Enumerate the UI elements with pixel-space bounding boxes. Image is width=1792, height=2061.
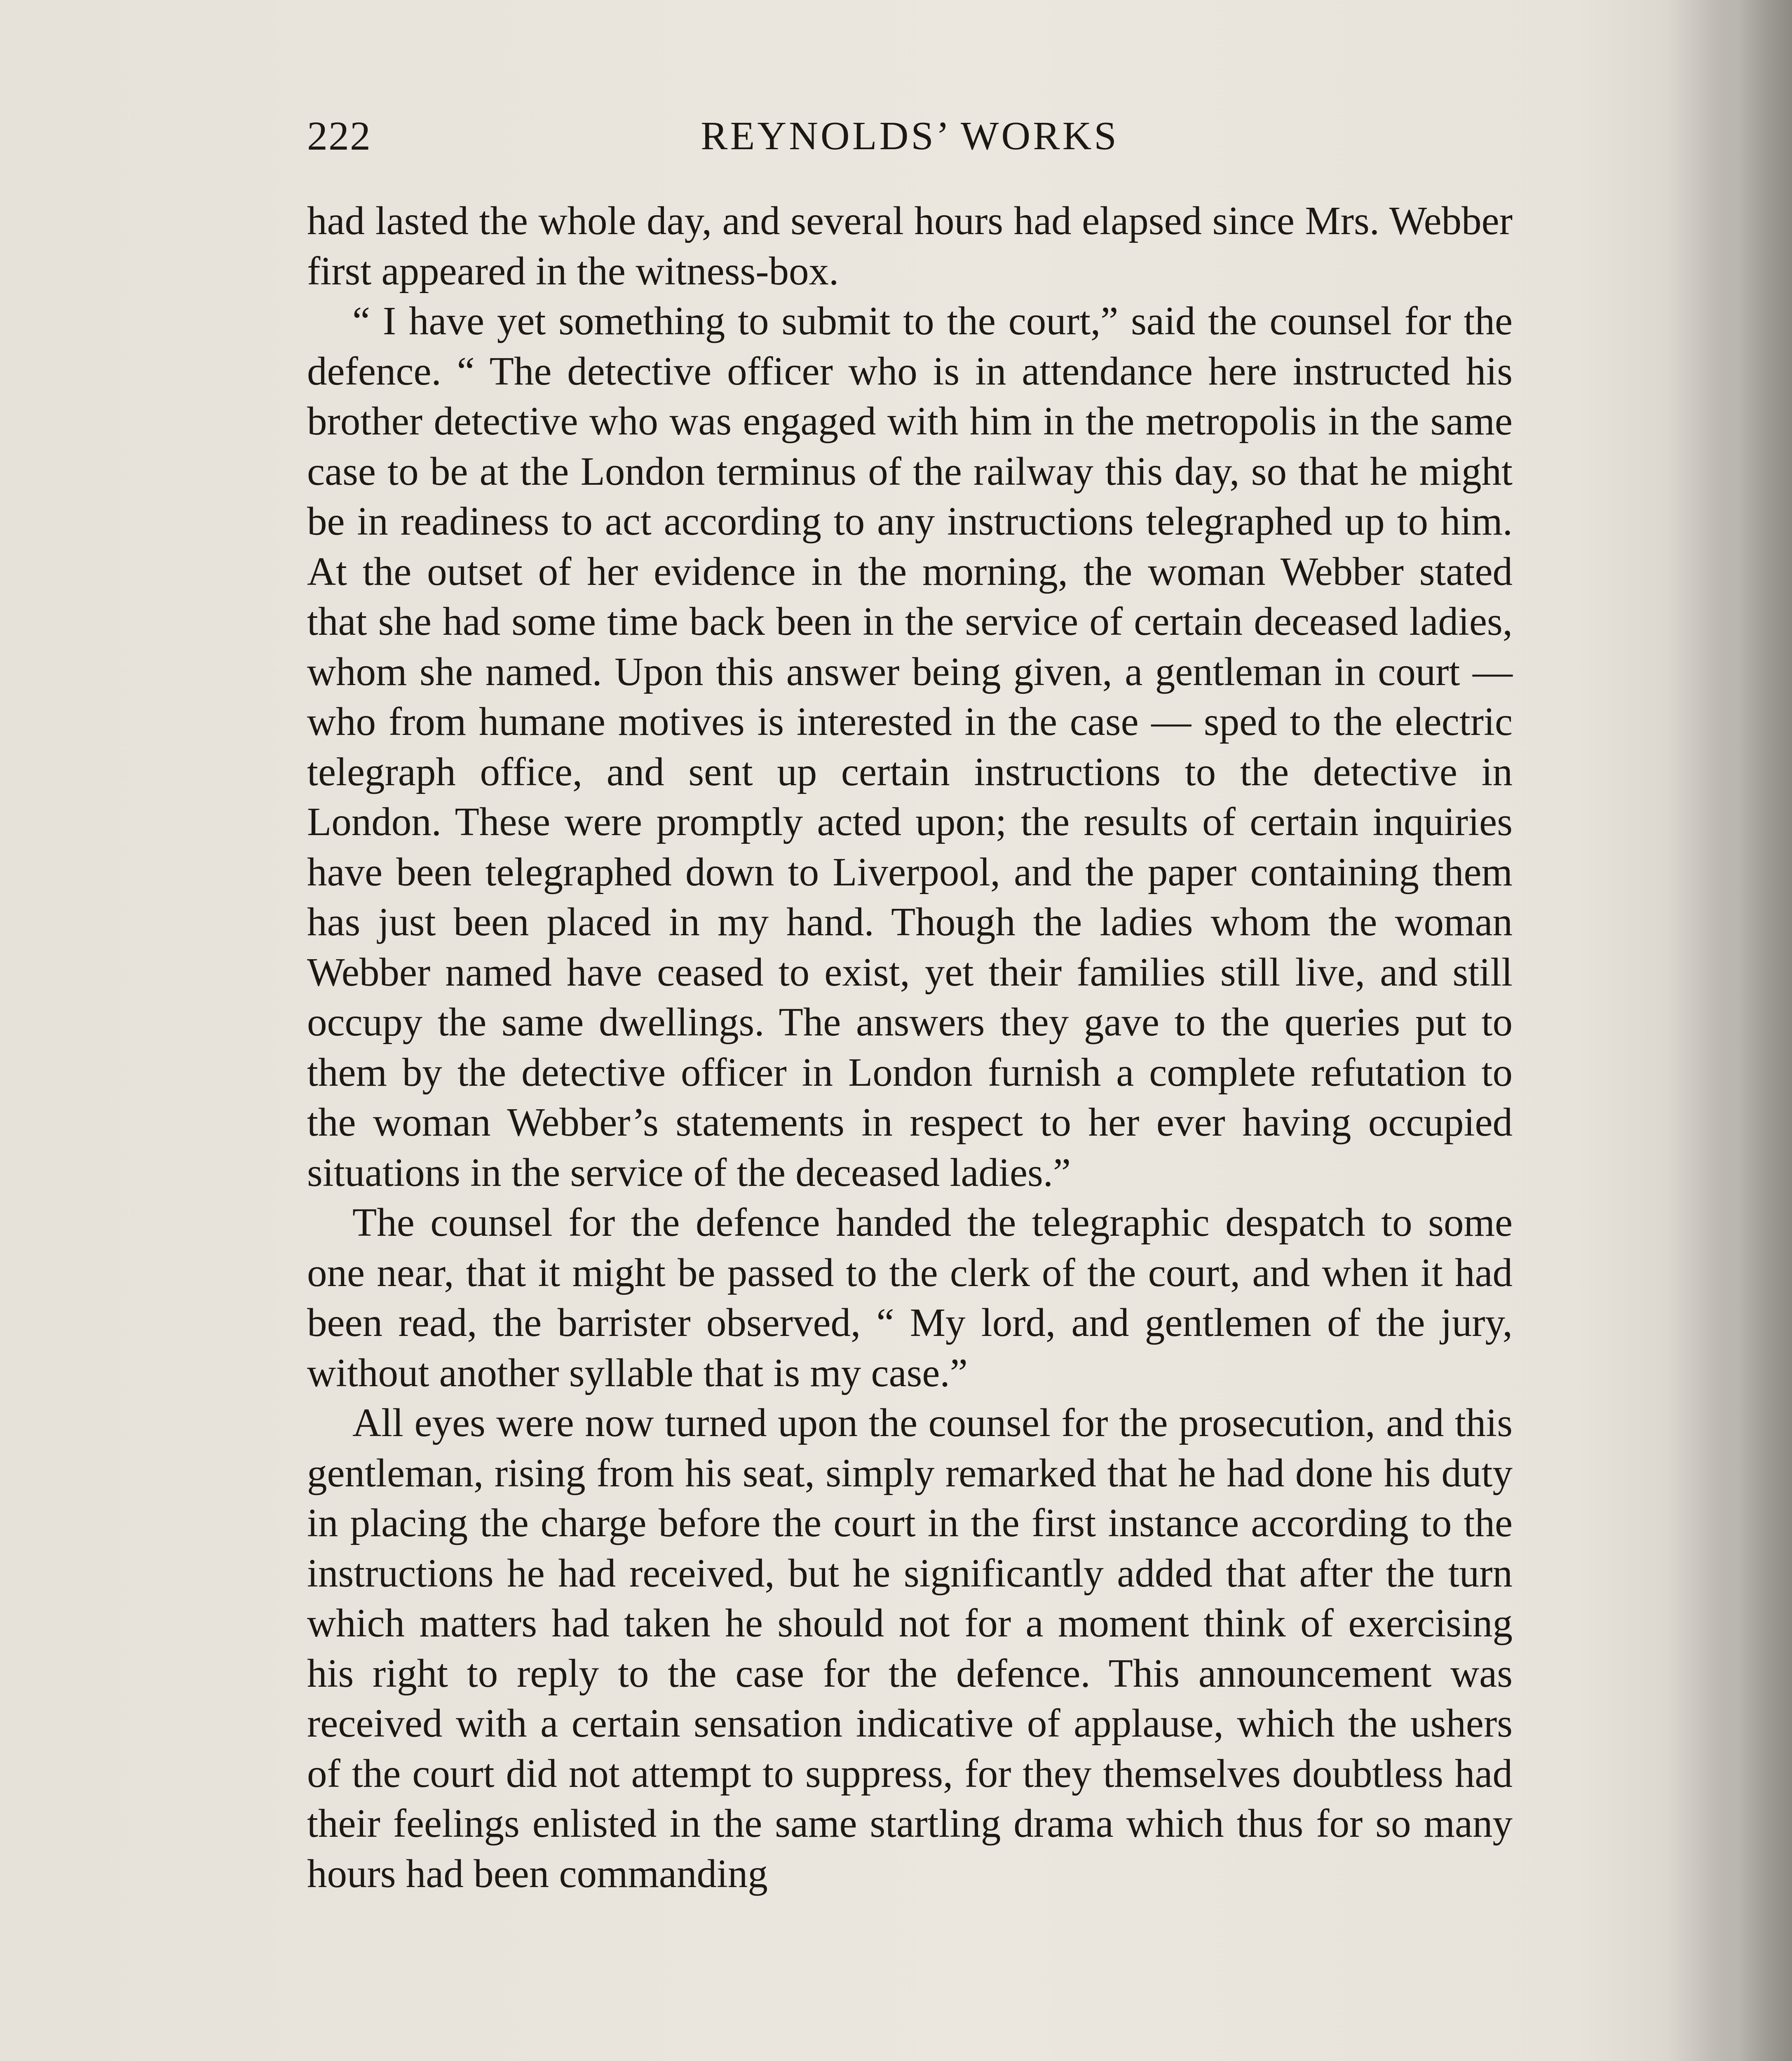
- paragraph: had lasted the whole day, and several hours had elapsed since Mrs. Webber first appeared in the witness-box.: [307, 199, 1513, 293]
- paragraph: All eyes were now turned upon the counsel for the prosecution, and this gentleman, rising from his seat, simply remarked that he had done his duty in placing the charge before the court in the first instance according to the instructions he had received, but he significantly added that after the turn which matters had taken he should not for a moment think of exercising his right to reply to the case for the defence. This announcement was received with a certain sensation indicative of applause, which the ushers of the court did not attempt to suppress, for they themselves doubtless had their feelings enlisted in the same startling drama which thus for so many hours had been commanding: [307, 1401, 1513, 1896]
- body-text: [307, 196, 1513, 1899]
- page-number: 222: [307, 113, 371, 159]
- paragraph: The counsel for the defence handed the telegraphic despatch to some one near, that it might be passed to the clerk of the court, and when it had been read, the barrister observed, “ My lord, and gentlemen of the jury, without another syllable that is my case.”: [307, 1200, 1513, 1395]
- page-header: [307, 105, 1513, 167]
- page-edge-shadow: [1702, 0, 1792, 2061]
- paragraph: “ I have yet something to submit to the court,” said the counsel for the defence. “ The detective officer who is in attendance here instructed his brother detective who was engaged with him in the metropolis in the same case to be at the London terminus of the railway this day, so that he might be in readiness to act according to any instructions telegraphed up to him. At the outset of her evidence in the morning, the woman Webber stated that she had some time back been in the service of certain deceased ladies, whom she named. Upon this answer being given, a gentleman in court — who from humane motives is interested in the case — sped to the electric telegraph office, and sent up certain instructions to the detective in London. These were promptly acted upon; the results of certain inquiries have been telegraphed down to Liverpool, and the paper containing them has just been placed in my hand. Though the ladies whom the woman Webber named have ceased to exist, yet their families still live, and still occupy the same dwellings. The answers they gave to the queries put to them by the detective officer in London furnish a complete refutation to the woman Webber’s statements in respect to her ever having occupied situations in the service of the deceased ladies.”: [307, 299, 1513, 1195]
- running-head: REYNOLDS’ WORKS: [701, 114, 1119, 158]
